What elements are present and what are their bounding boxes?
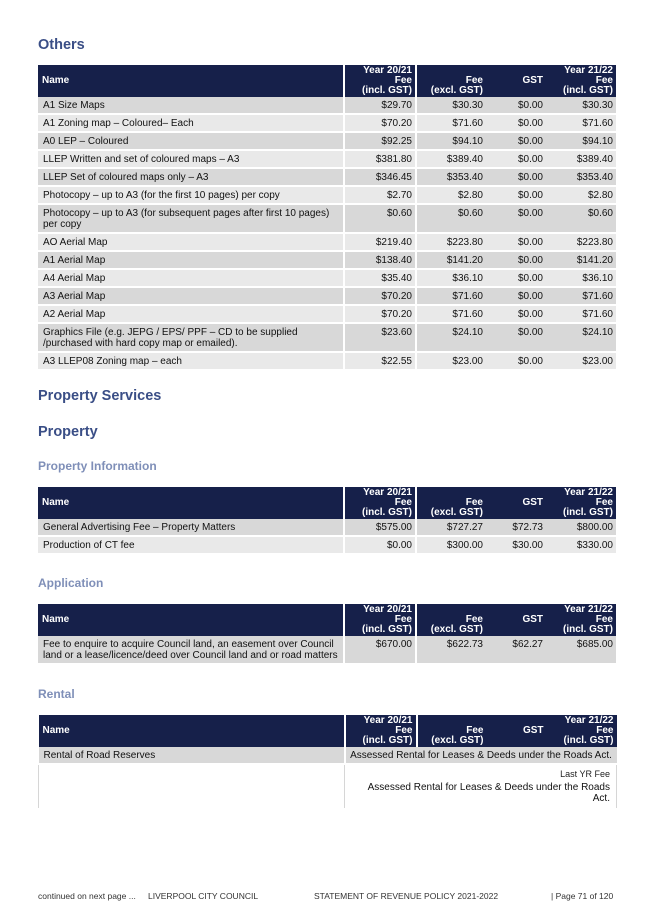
- row-incl: $330.00: [546, 536, 616, 554]
- row-excl: $23.00: [416, 352, 486, 370]
- row-prev: $23.60: [344, 323, 416, 352]
- row-gst: $0.00: [486, 251, 546, 269]
- row-incl: $0.60: [546, 204, 616, 233]
- footer-page-number: | Page 71 of 120: [551, 891, 614, 901]
- row-excl: $24.10: [416, 323, 486, 352]
- row-name: Photocopy – up to A3 (for subsequent pages after first 10 pages) per copy: [38, 204, 344, 233]
- header-fee-excl: Fee (excl. GST): [416, 65, 486, 97]
- section-title-others: Others: [38, 37, 85, 53]
- row-gst: $0.00: [486, 97, 546, 114]
- row-gst: $0.00: [486, 352, 546, 370]
- row-prev: $346.45: [344, 168, 416, 186]
- row-gst: $62.27: [486, 636, 546, 664]
- row-excl: $94.10: [416, 132, 486, 150]
- row-name: A1 Aerial Map: [38, 251, 344, 269]
- row-prev: $575.00: [344, 519, 416, 536]
- row-name: LLEP Set of coloured maps only – A3: [38, 168, 344, 186]
- row-prev: $670.00: [344, 636, 416, 664]
- table-row: [38, 287, 616, 305]
- header-year-prev-fee-incl: Year 20/21 Fee (incl. GST): [344, 65, 416, 97]
- row-excl: $353.40: [416, 168, 486, 186]
- row-name: A0 LEP – Coloured: [38, 132, 344, 150]
- row-excl: $141.20: [416, 251, 486, 269]
- row-excl: $389.40: [416, 150, 486, 168]
- row-prev: $0.60: [344, 204, 416, 233]
- row-incl: $800.00: [546, 519, 616, 536]
- row-prev: $0.00: [344, 536, 416, 554]
- table-row: [38, 519, 616, 536]
- table-row: [38, 132, 616, 150]
- table-row: [38, 233, 616, 251]
- footer-statement: STATEMENT OF REVENUE POLICY 2021-2022: [314, 891, 499, 901]
- table-row: [39, 764, 617, 809]
- rental-assessed-value: Assessed Rental for Leases & Deeds under the Roads Act.: [345, 747, 617, 764]
- row-incl: $353.40: [546, 168, 616, 186]
- row-prev: $92.25: [344, 132, 416, 150]
- row-gst: $0.00: [486, 323, 546, 352]
- table-row: [38, 204, 616, 233]
- last-year-fee-label: Last YR Fee: [560, 769, 610, 779]
- row-incl: $685.00: [546, 636, 616, 664]
- row-gst: $0.00: [486, 287, 546, 305]
- row-gst: $0.00: [486, 114, 546, 132]
- rental-note-empty: [39, 764, 345, 809]
- property-information-table-header: [38, 487, 616, 519]
- rental-table-header: [39, 715, 617, 747]
- row-excl: $71.60: [416, 287, 486, 305]
- table-row: [38, 168, 616, 186]
- row-prev: $29.70: [344, 97, 416, 114]
- row-name: AO Aerial Map: [38, 233, 344, 251]
- header-gst: GST: [486, 604, 546, 636]
- application-table-header: [38, 604, 616, 636]
- row-incl: $141.20: [546, 251, 616, 269]
- row-excl: $71.60: [416, 114, 486, 132]
- row-gst: $0.00: [486, 305, 546, 323]
- table-row: [38, 323, 616, 352]
- row-name: Photocopy – up to A3 (for the first 10 pages) per copy: [38, 186, 344, 204]
- row-gst: $0.00: [486, 269, 546, 287]
- row-incl: $389.40: [546, 150, 616, 168]
- header-year-curr-fee-incl: Year 21/22 Fee (incl. GST): [546, 65, 616, 97]
- row-gst: $72.73: [486, 519, 546, 536]
- row-excl: $622.73: [416, 636, 486, 664]
- table-row: [38, 536, 616, 554]
- row-name: A1 Size Maps: [38, 97, 344, 114]
- row-excl: $36.10: [416, 269, 486, 287]
- row-excl: $223.80: [416, 233, 486, 251]
- table-row: [38, 636, 616, 664]
- row-excl: $2.80: [416, 186, 486, 204]
- row-incl: $71.60: [546, 114, 616, 132]
- row-excl: $727.27: [416, 519, 486, 536]
- section-title-property-services: Property Services: [38, 388, 162, 404]
- row-incl: $30.30: [546, 97, 616, 114]
- row-gst: $0.00: [486, 132, 546, 150]
- subsection-title-application: Application: [38, 576, 104, 590]
- row-excl: $300.00: [416, 536, 486, 554]
- row-prev: $381.80: [344, 150, 416, 168]
- row-name: Graphics File (e.g. JEPG / EPS/ PPF – CD to be supplied /purchased with hard copy map or emailed).: [38, 323, 344, 352]
- table-row: [38, 150, 616, 168]
- row-incl: $36.10: [546, 269, 616, 287]
- header-year-prev-fee-incl: Year 20/21 Fee (incl. GST): [344, 604, 416, 636]
- row-prev: $70.20: [344, 287, 416, 305]
- row-gst: $30.00: [486, 536, 546, 554]
- row-name: A3 Aerial Map: [38, 287, 344, 305]
- row-name: General Advertising Fee – Property Matters: [38, 519, 344, 536]
- row-prev: $22.55: [344, 352, 416, 370]
- row-incl: $71.60: [546, 305, 616, 323]
- row-name: A3 LLEP08 Zoning map – each: [38, 352, 344, 370]
- application-table: [38, 604, 616, 665]
- last-year-fee-value: Assessed Rental for Leases & Deeds under the Roads Act.: [367, 782, 610, 804]
- header-year-prev-fee-incl: Year 20/21 Fee (incl. GST): [344, 487, 416, 519]
- table-row: [38, 305, 616, 323]
- header-year-curr-fee-incl: Year 21/22 Fee (incl. GST): [546, 487, 616, 519]
- row-gst: $0.00: [486, 186, 546, 204]
- header-fee-excl: Fee (excl. GST): [416, 604, 486, 636]
- row-incl: $94.10: [546, 132, 616, 150]
- row-prev: $138.40: [344, 251, 416, 269]
- row-prev: $2.70: [344, 186, 416, 204]
- header-gst: GST: [487, 715, 547, 747]
- row-name: A4 Aerial Map: [38, 269, 344, 287]
- row-prev: $70.20: [344, 305, 416, 323]
- rental-last-year-note: [345, 764, 617, 809]
- table-row: [39, 747, 617, 764]
- others-table: [38, 65, 616, 371]
- table-row: [38, 269, 616, 287]
- row-gst: $0.00: [486, 150, 546, 168]
- header-name: Name: [39, 715, 345, 747]
- row-prev: $35.40: [344, 269, 416, 287]
- row-prev: $70.20: [344, 114, 416, 132]
- header-year-prev-fee-incl: Year 20/21 Fee (incl. GST): [345, 715, 417, 747]
- subsection-title-property-information: Property Information: [38, 459, 157, 473]
- table-row: [38, 251, 616, 269]
- row-gst: $0.00: [486, 204, 546, 233]
- section-title-property: Property: [38, 424, 98, 440]
- row-name: Fee to enquire to acquire Council land, an easement over Council land or a lease/licence/deed over Council land and or road matters: [38, 636, 344, 664]
- row-excl: $71.60: [416, 305, 486, 323]
- table-row: [38, 114, 616, 132]
- footer-council: LIVERPOOL CITY COUNCIL: [148, 891, 259, 901]
- row-name: LLEP Written and set of coloured maps – A3: [38, 150, 344, 168]
- row-name: A1 Zoning map – Coloured– Each: [38, 114, 344, 132]
- header-year-curr-fee-incl: Year 21/22 Fee (incl. GST): [546, 604, 616, 636]
- row-excl: $30.30: [416, 97, 486, 114]
- row-name: Production of CT fee: [38, 536, 344, 554]
- others-table-header: [38, 65, 616, 97]
- header-name: Name: [38, 65, 344, 97]
- row-name: Rental of Road Reserves: [39, 747, 345, 764]
- header-gst: GST: [486, 487, 546, 519]
- table-row: [38, 186, 616, 204]
- row-incl: $2.80: [546, 186, 616, 204]
- header-name: Name: [38, 487, 344, 519]
- header-year-curr-fee-incl: Year 21/22 Fee (incl. GST): [547, 715, 617, 747]
- row-incl: $71.60: [546, 287, 616, 305]
- row-gst: $0.00: [486, 168, 546, 186]
- row-name: A2 Aerial Map: [38, 305, 344, 323]
- property-information-table: [38, 487, 616, 555]
- subsection-title-rental: Rental: [38, 687, 75, 701]
- header-fee-excl: Fee (excl. GST): [416, 487, 486, 519]
- table-row: [38, 97, 616, 114]
- row-incl: $23.00: [546, 352, 616, 370]
- row-prev: $219.40: [344, 233, 416, 251]
- table-row: [38, 352, 616, 370]
- row-incl: $223.80: [546, 233, 616, 251]
- footer-continued: continued on next page ...: [38, 891, 136, 901]
- header-gst: GST: [486, 65, 546, 97]
- header-name: Name: [38, 604, 344, 636]
- row-gst: $0.00: [486, 233, 546, 251]
- header-fee-excl: Fee (excl. GST): [417, 715, 487, 747]
- rental-table: [38, 715, 617, 810]
- row-excl: $0.60: [416, 204, 486, 233]
- row-incl: $24.10: [546, 323, 616, 352]
